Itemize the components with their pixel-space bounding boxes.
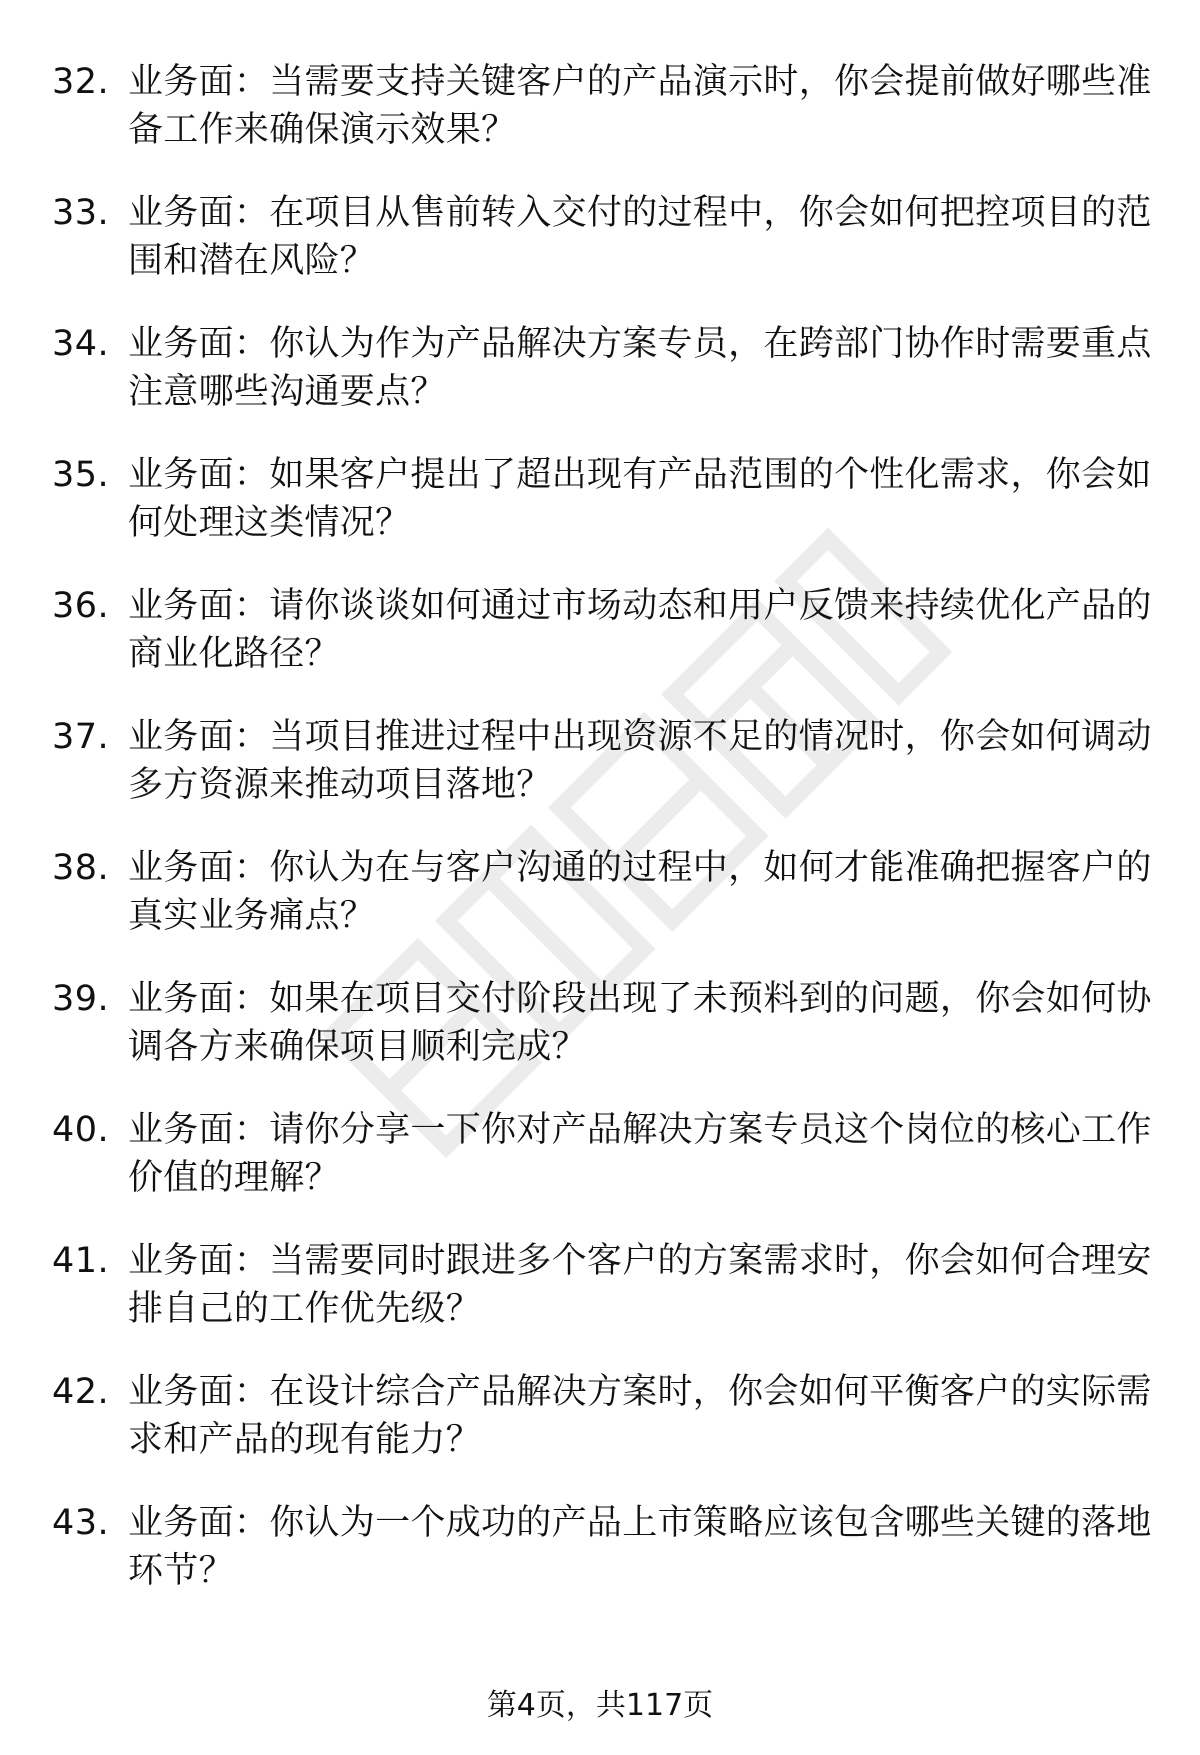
question-number: 39. (52, 979, 110, 1019)
question-list (52, 58, 1152, 1630)
list-item (52, 1499, 1152, 1630)
question-text: 业务面：如果在项目交付阶段出现了未预料到的问题，你会如何协调各方来确保项目顺利完成？ (128, 979, 1152, 1067)
question-text: 业务面：你认为一个成功的产品上市策略应该包含哪些关键的落地环节？ (128, 1503, 1152, 1591)
list-item (52, 189, 1152, 320)
list-item (52, 1106, 1152, 1237)
question-text: 业务面：当项目推进过程中出现资源不足的情况时，你会如何调动多方资源来推动项目落地？ (128, 717, 1152, 805)
list-item (52, 1368, 1152, 1499)
question-text: 业务面：请你分享一下你对产品解决方案专员这个岗位的核心工作价值的理解？ (128, 1110, 1152, 1198)
list-item (52, 844, 1152, 975)
list-item (52, 1237, 1152, 1368)
question-number: 34. (52, 324, 110, 364)
question-text: 业务面：在项目从售前转入交付的过程中，你会如何把控项目的范围和潜在风险？ (128, 193, 1152, 281)
question-number: 32. (52, 62, 110, 102)
question-text: 业务面：当需要同时跟进多个客户的方案需求时，你会如何合理安排自己的工作优先级？ (128, 1241, 1152, 1329)
question-text: 业务面：如果客户提出了超出现有产品范围的个性化需求，你会如何处理这类情况？ (128, 455, 1152, 543)
question-number: 43. (52, 1503, 110, 1543)
question-number: 35. (52, 455, 110, 495)
list-item (52, 320, 1152, 451)
question-number: 37. (52, 717, 110, 757)
question-text: 业务面：请你谈谈如何通过市场动态和用户反馈来持续优化产品的商业化路径？ (128, 586, 1152, 674)
list-item (52, 713, 1152, 844)
question-number: 41. (52, 1241, 110, 1281)
question-text: 业务面：你认为在与客户沟通的过程中，如何才能准确把握客户的真实业务痛点？ (128, 848, 1152, 936)
question-number: 40. (52, 1110, 110, 1150)
list-item (52, 582, 1152, 713)
question-number: 38. (52, 848, 110, 888)
question-text: 业务面：当需要支持关键客户的产品演示时，你会提前做好哪些准备工作来确保演示效果？ (128, 62, 1152, 150)
list-item (52, 451, 1152, 582)
question-number: 36. (52, 586, 110, 626)
list-item (52, 975, 1152, 1106)
list-item (52, 58, 1152, 189)
question-number: 33. (52, 193, 110, 233)
question-number: 42. (52, 1372, 110, 1412)
question-text: 业务面：你认为作为产品解决方案专员，在跨部门协作时需要重点注意哪些沟通要点？ (128, 324, 1152, 412)
page-footer: 第4页，共117页 (486, 1688, 714, 1723)
question-text: 业务面：在设计综合产品解决方案时，你会如何平衡客户的实际需求和产品的现有能力？ (128, 1372, 1152, 1460)
